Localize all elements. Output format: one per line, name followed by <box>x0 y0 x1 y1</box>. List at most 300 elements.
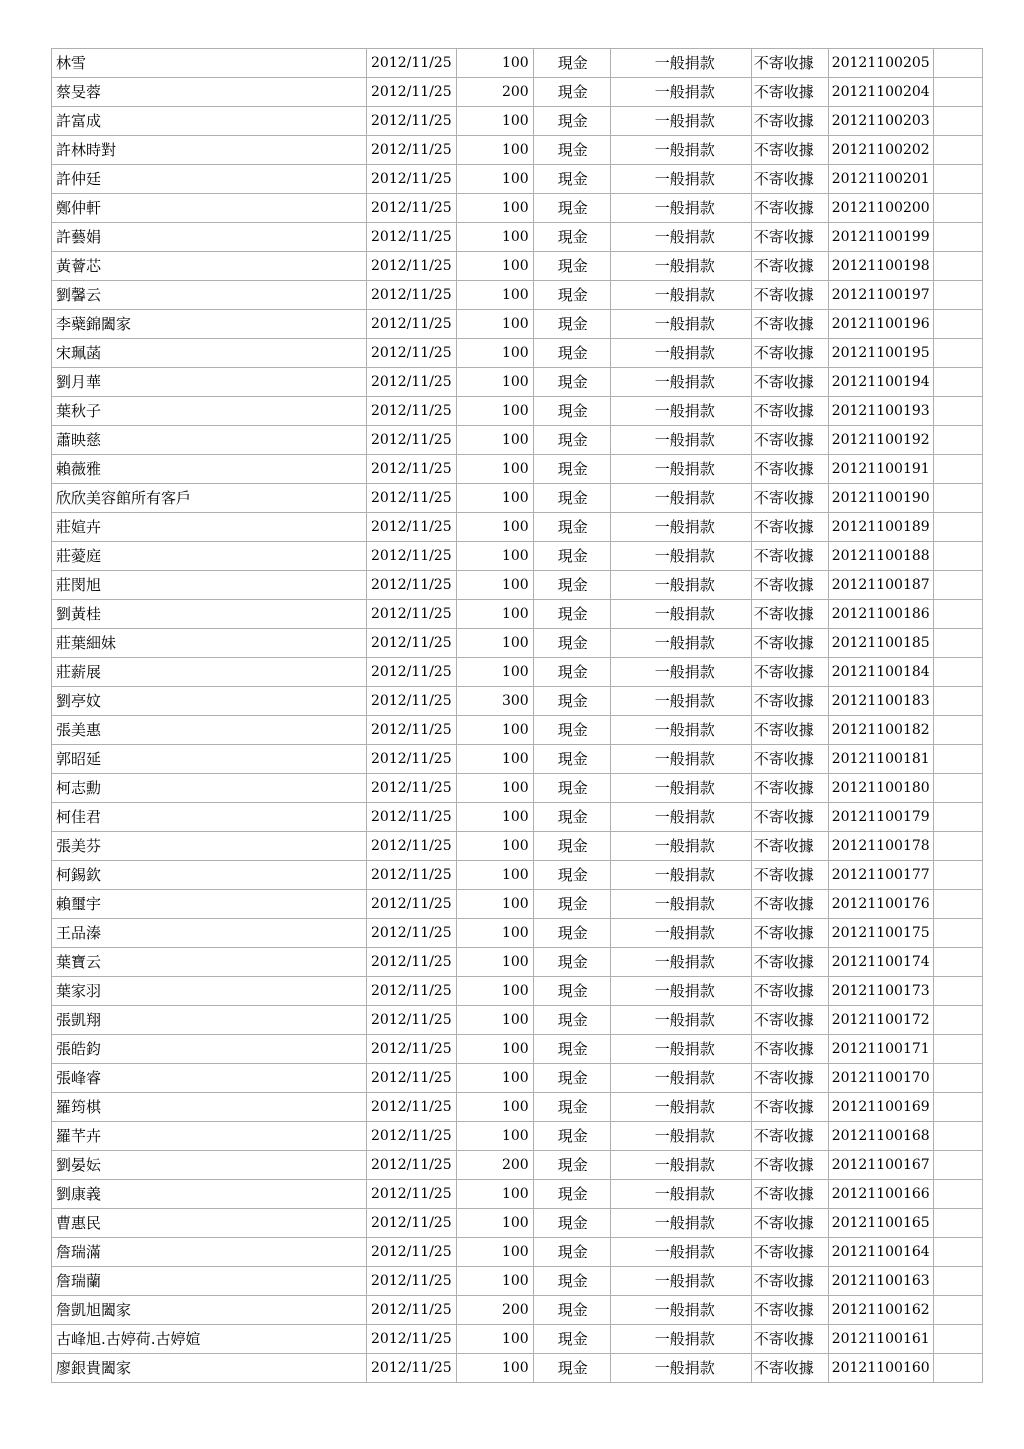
empty-cell <box>933 948 982 977</box>
donation-type-cell: 一般捐款 <box>610 426 751 455</box>
donation-date-cell: 2012/11/25 <box>367 455 457 484</box>
donation-type-cell: 一般捐款 <box>610 687 751 716</box>
empty-cell <box>933 600 982 629</box>
donation-type-cell: 一般捐款 <box>610 1122 751 1151</box>
table-row <box>52 339 983 368</box>
donation-type-cell: 一般捐款 <box>610 513 751 542</box>
donation-amount-cell: 300 <box>456 687 533 716</box>
empty-cell <box>933 1267 982 1296</box>
donor-name-cell: 羅芊卉 <box>52 1122 367 1151</box>
receipt-status-cell: 不寄收據 <box>751 426 828 455</box>
payment-method-cell: 現金 <box>533 629 610 658</box>
donation-date-cell: 2012/11/25 <box>367 339 457 368</box>
table-row <box>52 513 983 542</box>
donation-amount-cell: 100 <box>456 890 533 919</box>
receipt-number-cell: 20121100205 <box>828 49 933 78</box>
donation-date-cell: 2012/11/25 <box>367 977 457 1006</box>
donation-table <box>51 48 983 1383</box>
table-row <box>52 745 983 774</box>
empty-cell <box>933 1238 982 1267</box>
receipt-status-cell: 不寄收據 <box>751 397 828 426</box>
table-row <box>52 165 983 194</box>
donation-type-cell: 一般捐款 <box>610 571 751 600</box>
empty-cell <box>933 1354 982 1383</box>
table-row <box>52 281 983 310</box>
receipt-status-cell: 不寄收據 <box>751 339 828 368</box>
payment-method-cell: 現金 <box>533 1354 610 1383</box>
receipt-number-cell: 20121100187 <box>828 571 933 600</box>
table-row <box>52 1035 983 1064</box>
empty-cell <box>933 426 982 455</box>
donation-date-cell: 2012/11/25 <box>367 223 457 252</box>
payment-method-cell: 現金 <box>533 890 610 919</box>
donation-amount-cell: 100 <box>456 629 533 658</box>
donor-name-cell: 蔡旻蓉 <box>52 78 367 107</box>
receipt-number-cell: 20121100202 <box>828 136 933 165</box>
donation-amount-cell: 100 <box>456 542 533 571</box>
donation-type-cell: 一般捐款 <box>610 1093 751 1122</box>
donor-name-cell: 詹瑞滿 <box>52 1238 367 1267</box>
empty-cell <box>933 1006 982 1035</box>
donation-type-cell: 一般捐款 <box>610 861 751 890</box>
donation-date-cell: 2012/11/25 <box>367 1209 457 1238</box>
donation-amount-cell: 100 <box>456 1354 533 1383</box>
donation-amount-cell: 100 <box>456 1064 533 1093</box>
donor-name-cell: 蕭映慈 <box>52 426 367 455</box>
donation-date-cell: 2012/11/25 <box>367 890 457 919</box>
donor-name-cell: 劉黃桂 <box>52 600 367 629</box>
empty-cell <box>933 107 982 136</box>
table-row <box>52 484 983 513</box>
table-row <box>52 397 983 426</box>
donation-type-cell: 一般捐款 <box>610 49 751 78</box>
donor-name-cell: 許林時對 <box>52 136 367 165</box>
receipt-status-cell: 不寄收據 <box>751 716 828 745</box>
donation-amount-cell: 100 <box>456 281 533 310</box>
payment-method-cell: 現金 <box>533 455 610 484</box>
receipt-number-cell: 20121100174 <box>828 948 933 977</box>
payment-method-cell: 現金 <box>533 484 610 513</box>
payment-method-cell: 現金 <box>533 78 610 107</box>
donation-date-cell: 2012/11/25 <box>367 484 457 513</box>
receipt-status-cell: 不寄收據 <box>751 1267 828 1296</box>
donor-name-cell: 黃薈芯 <box>52 252 367 281</box>
donation-amount-cell: 100 <box>456 107 533 136</box>
empty-cell <box>933 1035 982 1064</box>
receipt-status-cell: 不寄收據 <box>751 1093 828 1122</box>
table-row <box>52 426 983 455</box>
receipt-number-cell: 20121100161 <box>828 1325 933 1354</box>
table-row <box>52 919 983 948</box>
donation-type-cell: 一般捐款 <box>610 78 751 107</box>
donor-name-cell: 許仲廷 <box>52 165 367 194</box>
donation-amount-cell: 100 <box>456 49 533 78</box>
donation-amount-cell: 100 <box>456 832 533 861</box>
donation-type-cell: 一般捐款 <box>610 1354 751 1383</box>
empty-cell <box>933 165 982 194</box>
empty-cell <box>933 223 982 252</box>
donation-amount-cell: 200 <box>456 1296 533 1325</box>
table-row <box>52 78 983 107</box>
donor-name-cell: 莊薆庭 <box>52 542 367 571</box>
donor-name-cell: 劉晏妘 <box>52 1151 367 1180</box>
receipt-status-cell: 不寄收據 <box>751 455 828 484</box>
donor-name-cell: 李蘗錦闔家 <box>52 310 367 339</box>
receipt-status-cell: 不寄收據 <box>751 107 828 136</box>
donation-type-cell: 一般捐款 <box>610 339 751 368</box>
receipt-status-cell: 不寄收據 <box>751 1209 828 1238</box>
payment-method-cell: 現金 <box>533 687 610 716</box>
donation-type-cell: 一般捐款 <box>610 716 751 745</box>
donor-name-cell: 莊媗卉 <box>52 513 367 542</box>
payment-method-cell: 現金 <box>533 1180 610 1209</box>
table-row <box>52 803 983 832</box>
donor-name-cell: 葉寶云 <box>52 948 367 977</box>
donor-name-cell: 莊葉細妹 <box>52 629 367 658</box>
donation-type-cell: 一般捐款 <box>610 774 751 803</box>
donor-name-cell: 張凱翔 <box>52 1006 367 1035</box>
donor-name-cell: 詹凱旭闔家 <box>52 1296 367 1325</box>
payment-method-cell: 現金 <box>533 49 610 78</box>
receipt-number-cell: 20121100182 <box>828 716 933 745</box>
payment-method-cell: 現金 <box>533 1093 610 1122</box>
payment-method-cell: 現金 <box>533 600 610 629</box>
receipt-number-cell: 20121100192 <box>828 426 933 455</box>
empty-cell <box>933 542 982 571</box>
donation-amount-cell: 100 <box>456 368 533 397</box>
empty-cell <box>933 629 982 658</box>
donation-date-cell: 2012/11/25 <box>367 658 457 687</box>
table-row <box>52 716 983 745</box>
receipt-status-cell: 不寄收據 <box>751 745 828 774</box>
donation-amount-cell: 100 <box>456 1267 533 1296</box>
donation-type-cell: 一般捐款 <box>610 252 751 281</box>
donation-amount-cell: 100 <box>456 339 533 368</box>
table-row <box>52 223 983 252</box>
donation-amount-cell: 100 <box>456 977 533 1006</box>
table-row <box>52 1296 983 1325</box>
receipt-status-cell: 不寄收據 <box>751 1035 828 1064</box>
donation-amount-cell: 100 <box>456 1180 533 1209</box>
payment-method-cell: 現金 <box>533 716 610 745</box>
empty-cell <box>933 339 982 368</box>
donor-name-cell: 王品溱 <box>52 919 367 948</box>
receipt-status-cell: 不寄收據 <box>751 1238 828 1267</box>
table-row <box>52 832 983 861</box>
payment-method-cell: 現金 <box>533 919 610 948</box>
donation-date-cell: 2012/11/25 <box>367 107 457 136</box>
donation-type-cell: 一般捐款 <box>610 919 751 948</box>
empty-cell <box>933 1180 982 1209</box>
receipt-number-cell: 20121100203 <box>828 107 933 136</box>
empty-cell <box>933 687 982 716</box>
donation-date-cell: 2012/11/25 <box>367 49 457 78</box>
donor-name-cell: 宋珮菡 <box>52 339 367 368</box>
donation-type-cell: 一般捐款 <box>610 223 751 252</box>
donation-type-cell: 一般捐款 <box>610 658 751 687</box>
table-row <box>52 1180 983 1209</box>
donor-name-cell: 詹瑞蘭 <box>52 1267 367 1296</box>
donation-date-cell: 2012/11/25 <box>367 1006 457 1035</box>
table-row <box>52 252 983 281</box>
receipt-status-cell: 不寄收據 <box>751 803 828 832</box>
donor-name-cell: 許富成 <box>52 107 367 136</box>
donation-amount-cell: 100 <box>456 1122 533 1151</box>
receipt-number-cell: 20121100186 <box>828 600 933 629</box>
donation-date-cell: 2012/11/25 <box>367 1325 457 1354</box>
payment-method-cell: 現金 <box>533 1064 610 1093</box>
donation-type-cell: 一般捐款 <box>610 890 751 919</box>
donation-amount-cell: 100 <box>456 774 533 803</box>
donation-type-cell: 一般捐款 <box>610 484 751 513</box>
receipt-number-cell: 20121100160 <box>828 1354 933 1383</box>
donation-amount-cell: 100 <box>456 658 533 687</box>
donation-amount-cell: 100 <box>456 455 533 484</box>
payment-method-cell: 現金 <box>533 513 610 542</box>
donation-date-cell: 2012/11/25 <box>367 1035 457 1064</box>
receipt-status-cell: 不寄收據 <box>751 1354 828 1383</box>
receipt-status-cell: 不寄收據 <box>751 919 828 948</box>
payment-method-cell: 現金 <box>533 223 610 252</box>
donor-name-cell: 賴璽宇 <box>52 890 367 919</box>
payment-method-cell: 現金 <box>533 745 610 774</box>
empty-cell <box>933 136 982 165</box>
receipt-number-cell: 20121100204 <box>828 78 933 107</box>
donation-amount-cell: 100 <box>456 1093 533 1122</box>
receipt-status-cell: 不寄收據 <box>751 948 828 977</box>
table-row <box>52 977 983 1006</box>
table-row <box>52 49 983 78</box>
donation-amount-cell: 200 <box>456 78 533 107</box>
donation-type-cell: 一般捐款 <box>610 745 751 774</box>
donor-name-cell: 曹惠民 <box>52 1209 367 1238</box>
payment-method-cell: 現金 <box>533 107 610 136</box>
empty-cell <box>933 368 982 397</box>
table-row <box>52 1267 983 1296</box>
table-row <box>52 571 983 600</box>
receipt-status-cell: 不寄收據 <box>751 687 828 716</box>
empty-cell <box>933 252 982 281</box>
receipt-number-cell: 20121100194 <box>828 368 933 397</box>
donation-amount-cell: 100 <box>456 426 533 455</box>
donation-table-body <box>52 49 983 1383</box>
receipt-status-cell: 不寄收據 <box>751 658 828 687</box>
donation-date-cell: 2012/11/25 <box>367 281 457 310</box>
receipt-number-cell: 20121100197 <box>828 281 933 310</box>
empty-cell <box>933 1209 982 1238</box>
donation-date-cell: 2012/11/25 <box>367 1064 457 1093</box>
donation-type-cell: 一般捐款 <box>610 1296 751 1325</box>
receipt-number-cell: 20121100185 <box>828 629 933 658</box>
empty-cell <box>933 78 982 107</box>
receipt-number-cell: 20121100162 <box>828 1296 933 1325</box>
empty-cell <box>933 774 982 803</box>
table-row <box>52 1093 983 1122</box>
receipt-status-cell: 不寄收據 <box>751 368 828 397</box>
donation-amount-cell: 100 <box>456 1006 533 1035</box>
payment-method-cell: 現金 <box>533 948 610 977</box>
table-row <box>52 455 983 484</box>
receipt-status-cell: 不寄收據 <box>751 890 828 919</box>
payment-method-cell: 現金 <box>533 803 610 832</box>
empty-cell <box>933 919 982 948</box>
payment-method-cell: 現金 <box>533 194 610 223</box>
donation-date-cell: 2012/11/25 <box>367 368 457 397</box>
donation-type-cell: 一般捐款 <box>610 1151 751 1180</box>
donation-type-cell: 一般捐款 <box>610 1209 751 1238</box>
receipt-number-cell: 20121100176 <box>828 890 933 919</box>
donation-amount-cell: 100 <box>456 252 533 281</box>
receipt-number-cell: 20121100189 <box>828 513 933 542</box>
table-row <box>52 1151 983 1180</box>
table-row <box>52 107 983 136</box>
receipt-number-cell: 20121100179 <box>828 803 933 832</box>
donation-date-cell: 2012/11/25 <box>367 1354 457 1383</box>
donor-name-cell: 劉馨云 <box>52 281 367 310</box>
donation-date-cell: 2012/11/25 <box>367 919 457 948</box>
empty-cell <box>933 49 982 78</box>
payment-method-cell: 現金 <box>533 1296 610 1325</box>
donor-name-cell: 郭昭延 <box>52 745 367 774</box>
donation-type-cell: 一般捐款 <box>610 977 751 1006</box>
donation-date-cell: 2012/11/25 <box>367 194 457 223</box>
donation-date-cell: 2012/11/25 <box>367 832 457 861</box>
donation-type-cell: 一般捐款 <box>610 600 751 629</box>
donation-type-cell: 一般捐款 <box>610 1267 751 1296</box>
receipt-number-cell: 20121100199 <box>828 223 933 252</box>
receipt-status-cell: 不寄收據 <box>751 542 828 571</box>
receipt-number-cell: 20121100173 <box>828 977 933 1006</box>
empty-cell <box>933 890 982 919</box>
donation-date-cell: 2012/11/25 <box>367 252 457 281</box>
receipt-number-cell: 20121100170 <box>828 1064 933 1093</box>
table-row <box>52 658 983 687</box>
donor-name-cell: 廖銀貴闔家 <box>52 1354 367 1383</box>
donation-date-cell: 2012/11/25 <box>367 542 457 571</box>
table-row <box>52 542 983 571</box>
receipt-number-cell: 20121100181 <box>828 745 933 774</box>
table-row <box>52 629 983 658</box>
donation-date-cell: 2012/11/25 <box>367 1267 457 1296</box>
receipt-status-cell: 不寄收據 <box>751 252 828 281</box>
donation-date-cell: 2012/11/25 <box>367 513 457 542</box>
donation-date-cell: 2012/11/25 <box>367 716 457 745</box>
empty-cell <box>933 455 982 484</box>
donation-amount-cell: 100 <box>456 165 533 194</box>
donor-name-cell: 莊薪展 <box>52 658 367 687</box>
donation-date-cell: 2012/11/25 <box>367 136 457 165</box>
receipt-status-cell: 不寄收據 <box>751 861 828 890</box>
payment-method-cell: 現金 <box>533 1209 610 1238</box>
empty-cell <box>933 745 982 774</box>
donation-date-cell: 2012/11/25 <box>367 803 457 832</box>
donation-type-cell: 一般捐款 <box>610 194 751 223</box>
receipt-number-cell: 20121100175 <box>828 919 933 948</box>
empty-cell <box>933 1122 982 1151</box>
donor-name-cell: 許藝娟 <box>52 223 367 252</box>
receipt-number-cell: 20121100190 <box>828 484 933 513</box>
empty-cell <box>933 397 982 426</box>
donation-type-cell: 一般捐款 <box>610 1006 751 1035</box>
payment-method-cell: 現金 <box>533 1151 610 1180</box>
donor-name-cell: 鄭仲軒 <box>52 194 367 223</box>
table-row <box>52 194 983 223</box>
receipt-status-cell: 不寄收據 <box>751 629 828 658</box>
donation-date-cell: 2012/11/25 <box>367 774 457 803</box>
table-row <box>52 1238 983 1267</box>
receipt-number-cell: 20121100168 <box>828 1122 933 1151</box>
table-row <box>52 948 983 977</box>
donation-type-cell: 一般捐款 <box>610 1064 751 1093</box>
donor-name-cell: 張美惠 <box>52 716 367 745</box>
receipt-number-cell: 20121100171 <box>828 1035 933 1064</box>
receipt-number-cell: 20121100163 <box>828 1267 933 1296</box>
payment-method-cell: 現金 <box>533 339 610 368</box>
payment-method-cell: 現金 <box>533 861 610 890</box>
donation-date-cell: 2012/11/25 <box>367 426 457 455</box>
receipt-status-cell: 不寄收據 <box>751 1151 828 1180</box>
empty-cell <box>933 194 982 223</box>
table-row <box>52 1122 983 1151</box>
payment-method-cell: 現金 <box>533 1325 610 1354</box>
donation-type-cell: 一般捐款 <box>610 136 751 165</box>
donation-date-cell: 2012/11/25 <box>367 310 457 339</box>
donor-name-cell: 張峰睿 <box>52 1064 367 1093</box>
donation-type-cell: 一般捐款 <box>610 368 751 397</box>
receipt-status-cell: 不寄收據 <box>751 1296 828 1325</box>
receipt-number-cell: 20121100193 <box>828 397 933 426</box>
receipt-number-cell: 20121100169 <box>828 1093 933 1122</box>
empty-cell <box>933 1064 982 1093</box>
empty-cell <box>933 1296 982 1325</box>
donation-amount-cell: 100 <box>456 136 533 165</box>
receipt-number-cell: 20121100164 <box>828 1238 933 1267</box>
receipt-number-cell: 20121100191 <box>828 455 933 484</box>
donor-name-cell: 柯志勳 <box>52 774 367 803</box>
receipt-number-cell: 20121100180 <box>828 774 933 803</box>
empty-cell <box>933 977 982 1006</box>
payment-method-cell: 現金 <box>533 977 610 1006</box>
donation-amount-cell: 100 <box>456 310 533 339</box>
donation-type-cell: 一般捐款 <box>610 107 751 136</box>
payment-method-cell: 現金 <box>533 1238 610 1267</box>
donor-name-cell: 莊閔旭 <box>52 571 367 600</box>
table-row <box>52 600 983 629</box>
donation-date-cell: 2012/11/25 <box>367 1122 457 1151</box>
donation-date-cell: 2012/11/25 <box>367 571 457 600</box>
donation-amount-cell: 100 <box>456 194 533 223</box>
donation-date-cell: 2012/11/25 <box>367 861 457 890</box>
donation-date-cell: 2012/11/25 <box>367 629 457 658</box>
donation-date-cell: 2012/11/25 <box>367 165 457 194</box>
donation-type-cell: 一般捐款 <box>610 1325 751 1354</box>
table-row <box>52 890 983 919</box>
table-row <box>52 1064 983 1093</box>
receipt-number-cell: 20121100196 <box>828 310 933 339</box>
receipt-number-cell: 20121100183 <box>828 687 933 716</box>
payment-method-cell: 現金 <box>533 368 610 397</box>
receipt-status-cell: 不寄收據 <box>751 600 828 629</box>
empty-cell <box>933 861 982 890</box>
receipt-status-cell: 不寄收據 <box>751 194 828 223</box>
donation-amount-cell: 100 <box>456 803 533 832</box>
empty-cell <box>933 513 982 542</box>
table-row <box>52 1006 983 1035</box>
donor-name-cell: 劉亭妏 <box>52 687 367 716</box>
empty-cell <box>933 832 982 861</box>
payment-method-cell: 現金 <box>533 542 610 571</box>
empty-cell <box>933 310 982 339</box>
